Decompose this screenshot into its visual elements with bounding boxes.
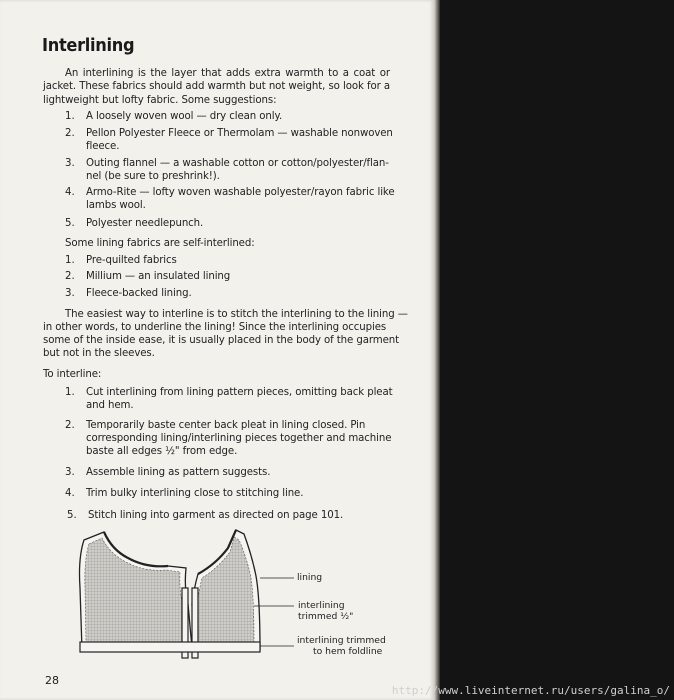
list-item: Fleece-backed lining. bbox=[86, 288, 192, 299]
hem-band bbox=[80, 642, 260, 652]
watermark: http://www.liveinternet.ru/users/galina_o/ bbox=[391, 684, 670, 697]
list-item-continued: nel (be sure to preshrink!). bbox=[86, 171, 220, 182]
list-item: A loosely woven wool — dry clean only. bbox=[86, 111, 283, 122]
list-number: 3. bbox=[65, 288, 75, 299]
lining-interlining-illustration bbox=[76, 528, 296, 660]
step-text: Trim bulky interlining close to stitching line. bbox=[86, 488, 304, 499]
list-item: Outing flannel — a washable cotton or cotton/polyester/flan- bbox=[86, 158, 389, 169]
list-item: Millium — an insulated lining bbox=[86, 271, 231, 282]
paragraph-line: but not in the sleeves. bbox=[43, 348, 155, 359]
step-text: Assemble lining as pattern suggests. bbox=[86, 467, 271, 478]
list-number: 2. bbox=[65, 128, 75, 139]
list-number: 3. bbox=[65, 158, 75, 169]
to-interline-heading: To interline: bbox=[43, 369, 102, 380]
paragraph-line: some of the inside ease, it is usually placed in the body of the garment bbox=[43, 335, 399, 346]
list-number: 1. bbox=[65, 111, 75, 122]
step-number: 2. bbox=[65, 420, 75, 431]
label-lining: lining bbox=[297, 572, 323, 583]
label-hem-foldline: to hem foldline bbox=[313, 646, 383, 657]
intro-paragraph: An interlining is the layer that adds extra warmth to a coat or jacket. These fabrics should add warmth but not weight, so look for a lightweight but lofty fabric. Some suggestions: bbox=[43, 68, 390, 106]
list-item-continued: fleece. bbox=[86, 141, 120, 152]
list-number: 4. bbox=[65, 187, 75, 198]
label-interlining: interlining bbox=[298, 600, 345, 611]
step-text-continued: and hem. bbox=[86, 400, 134, 411]
step-text: Cut interlining from lining pattern pieces, omitting back pleat bbox=[86, 387, 393, 398]
page-edge-shadow bbox=[434, 0, 440, 700]
page-number: 28 bbox=[45, 674, 59, 687]
label-interlining-trimmed: trimmed ½" bbox=[298, 611, 354, 622]
list-item: Pellon Polyester Fleece or Thermolam — washable nonwoven bbox=[86, 128, 393, 139]
label-hem: interlining trimmed bbox=[297, 635, 386, 646]
step-number: 1. bbox=[65, 387, 75, 398]
list-number: 5. bbox=[65, 218, 75, 229]
paragraph-line: The easiest way to interline is to stitch the interlining to the lining — bbox=[65, 309, 408, 320]
step-text-continued: corresponding lining/interlining pieces together and machine bbox=[86, 433, 392, 444]
self-interlined-intro: Some lining fabrics are self-interlined: bbox=[65, 238, 255, 249]
list-item: Armo-Rite — lofty woven washable polyester/rayon fabric like bbox=[86, 187, 395, 198]
list-number: 2. bbox=[65, 271, 75, 282]
list-item-continued: lambs wool. bbox=[86, 200, 146, 211]
step-text: Stitch lining into garment as directed on page 101. bbox=[88, 510, 344, 521]
step-number: 5. bbox=[67, 510, 77, 521]
list-number: 1. bbox=[65, 255, 75, 266]
section-heading: Interlining bbox=[42, 35, 135, 56]
step-number: 4. bbox=[65, 488, 75, 499]
interlining-left-front bbox=[85, 538, 186, 642]
paragraph-line: in other words, to underline the lining! Since the interlining occupies bbox=[43, 322, 387, 333]
step-text-continued: baste all edges ½" from edge. bbox=[86, 446, 238, 457]
step-text: Temporarily baste center back pleat in lining closed. Pin bbox=[86, 420, 366, 431]
list-item: Pre-quilted fabrics bbox=[86, 255, 177, 266]
step-number: 3. bbox=[65, 467, 75, 478]
list-item: Polyester needlepunch. bbox=[86, 218, 204, 229]
